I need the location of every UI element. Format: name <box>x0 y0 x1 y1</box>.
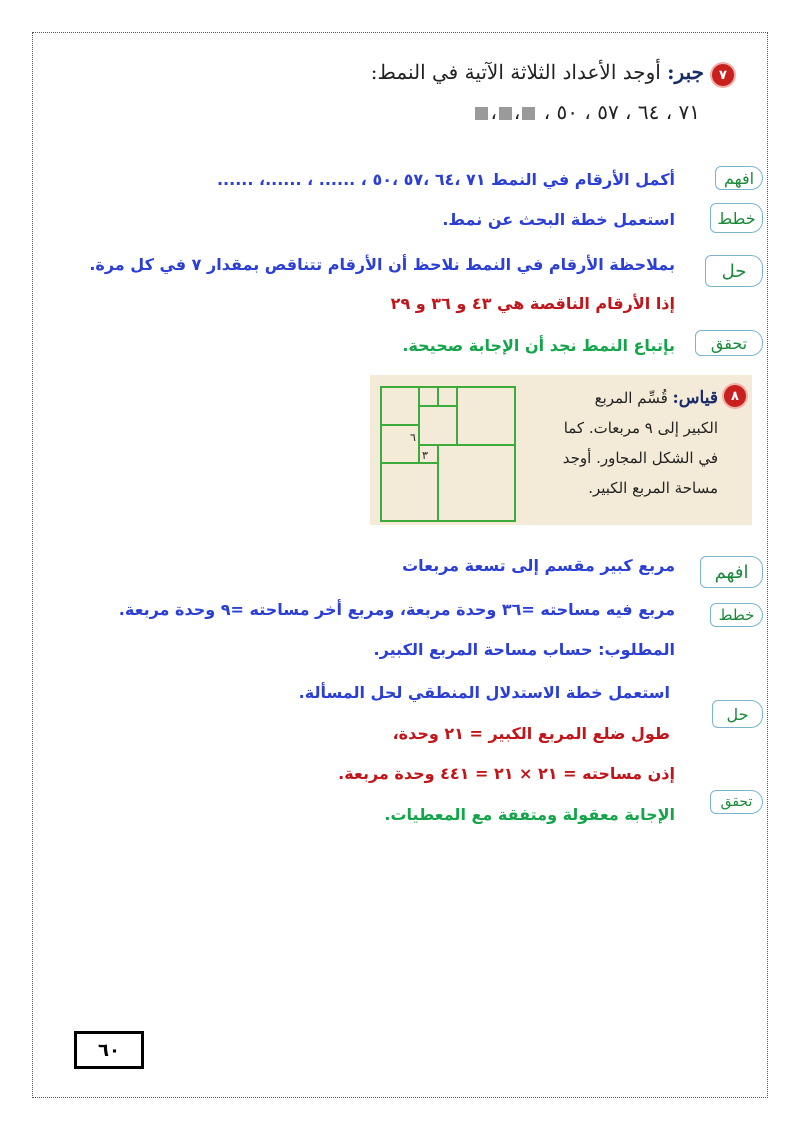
squares-figure <box>380 386 516 522</box>
solve-line2-7: إذا الأرقام الناقصة هي ٤٣ و ٣٦ و ٢٩ <box>390 294 675 313</box>
sequence-values: ٧١ ، ٦٤ ، ٥٧ ، ٥٠ ، <box>537 100 700 124</box>
sequence-separator: ، <box>490 100 497 124</box>
figure-label-6: ٦ <box>410 431 416 444</box>
question-8-line2: الكبير إلى ٩ مربعات. كما <box>563 419 718 437</box>
question-8-line1: قُسِّم المربع <box>594 389 668 407</box>
sequence-separator: ، <box>513 100 521 124</box>
question-7-sequence <box>473 100 700 124</box>
plan-text-7: استعمل خطة البحث عن نمط. <box>442 210 675 229</box>
solve-line3-8: إذن مساحته = ٢١ × ٢١ = ٤٤١ وحدة مربعة. <box>338 764 675 783</box>
solve-label-7: حل <box>705 255 763 287</box>
question-8-line3: في الشكل المجاور. أوجد <box>562 449 718 467</box>
question-8-badge: ٨ <box>724 385 746 407</box>
solve-label-8: حل <box>712 700 763 728</box>
question-8-label: قياس: <box>672 388 718 408</box>
figure-label-3: ٣ <box>422 449 428 462</box>
check-text-8: الإجابة معقولة ومتفقة مع المعطيات. <box>384 805 675 824</box>
question-7-text: أوجد الأعداد الثلاثة الآتية في النمط: <box>370 60 661 84</box>
plan-label-8: خطط <box>710 603 763 627</box>
blank-box-3 <box>475 107 488 120</box>
solve-line2-8: طول ضلع المربع الكبير = ٢١ وحدة، <box>392 724 670 743</box>
understand-label-8: افهم <box>700 556 763 588</box>
plan-label-7: خطط <box>710 203 763 233</box>
blank-box-2 <box>499 107 512 120</box>
question-8-text <box>563 383 718 503</box>
solve-line1-7: بملاحظة الأرقام في النمط نلاحظ أن الأرقام تتناقص بمقدار ٧ في كل مرة. <box>89 255 675 274</box>
question-7-label: جبر: <box>667 60 704 84</box>
check-label-7: تحقق <box>695 330 763 356</box>
plan-line2-8: المطلوب: حساب مساحة المربع الكبير. <box>373 640 675 659</box>
plan-line1-8: مربع فيه مساحته =٣٦ وحدة مربعة، ومربع أخر مساحته =٩ وحدة مربعة. <box>118 600 675 619</box>
understand-text-7: أكمل الأرقام في النمط ٧١ ،٦٤ ،٥٧ ،٥٠ ، ...... ، ......، ...... <box>216 170 675 189</box>
blank-box-1 <box>522 107 535 120</box>
understand-label-7: افهم <box>715 166 763 190</box>
big-square <box>381 387 515 521</box>
check-text-7: بإتباع النمط نجد أن الإجابة صحيحة. <box>402 336 675 355</box>
question-7-badge: ٧ <box>712 64 734 86</box>
page-number: ٦٠ <box>74 1031 144 1069</box>
question-8-panel <box>370 375 752 525</box>
understand-text-8: مربع كبير مقسم إلى تسعة مربعات <box>402 556 675 575</box>
solve-line1-8: استعمل خطة الاستدلال المنطقي لحل المسألة. <box>298 683 670 702</box>
question-7-prompt <box>371 60 704 84</box>
check-label-8: تحقق <box>710 790 763 814</box>
question-8-line4: مساحة المربع الكبير. <box>588 479 718 497</box>
